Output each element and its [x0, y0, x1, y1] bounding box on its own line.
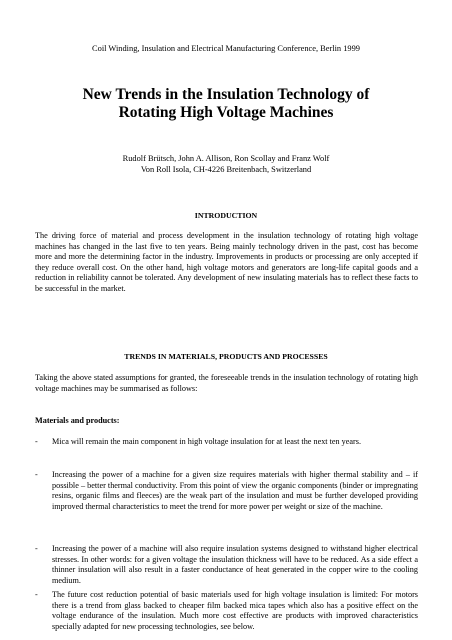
title-line-2: Rotating High Voltage Machines: [118, 104, 334, 121]
author-affiliation: Von Roll Isola, CH-4226 Breitenbach, Switzerland: [140, 164, 312, 174]
trends-heading: TRENDS IN MATERIALS, PRODUCTS AND PROCESSES: [124, 352, 328, 361]
bullet-text: The future cost reduction potential of basic materials used for high voltage insulation is limited: For motors there is a trend from glass backed to cheaper film backed mica tapes which also has a positive effect on the voltage endurance of the insulation. Much more cost effective are products with improved characteristics specially adapted for new processing technologies, see below.: [52, 590, 418, 631]
bullet-dash: -: [35, 544, 38, 553]
trends-paragraph: Taking the above stated assumptions for granted, the foreseeable trends in the insulation technology of rotating high voltage machines may be summarised as follows:: [35, 373, 418, 393]
title-line-1: New Trends in the Insulation Technology of: [82, 86, 370, 103]
bullet-text: Increasing the power of a machine will also require insulation systems designed to withstand higher electrical stresses. In other words: for a given voltage the insulation thickness will have to be reduced. As a side effect a thinner insulation will also result in a faster conductance of heat generated in the copper wire to the cooling medium.: [52, 544, 418, 585]
bullet-dash: -: [35, 470, 38, 479]
introduction-paragraph: The driving force of material and process development in the insulation technology of rotating high voltage machines has changed in the last five to ten years. Being mainly technology driven in the past, cost has become more and more the determining factor in the industry. Improvements in products or processing are only accepted if they reduce overall cost. On the other hand, high voltage motors and generators are long-life capital goods and a reduction in reliability cannot be tolerated. Any development of new insulating materials has to reflect these facts to be successful in the market.: [35, 231, 418, 293]
bullet-dash: -: [35, 437, 38, 446]
paper-title: [0, 86, 452, 122]
bullet-text: Increasing the power of a machine for a given size requires materials with higher thermal stability and – if possible – better thermal conductivity. From this point of view the organic components (binder or impregnating resins, organic films and fleeces) are the weak part of the insulation and must be further developed providing improved thermal characteristics to meet the trend for more power per weight or size of the machine.: [52, 470, 418, 511]
conference-header: Coil Winding, Insulation and Electrical Manufacturing Conference, Berlin 1999: [92, 44, 360, 53]
author-names: Rudolf Brütsch, John A. Allison, Ron Scollay and Franz Wolf: [122, 154, 330, 163]
materials-subheading: Materials and products:: [35, 416, 120, 425]
bullet-dash: -: [35, 590, 38, 599]
bullet-text: Mica will remain the main component in high voltage insulation for at least the next ten years.: [52, 437, 361, 446]
author-block: [0, 154, 452, 175]
introduction-heading: INTRODUCTION: [194, 211, 258, 220]
